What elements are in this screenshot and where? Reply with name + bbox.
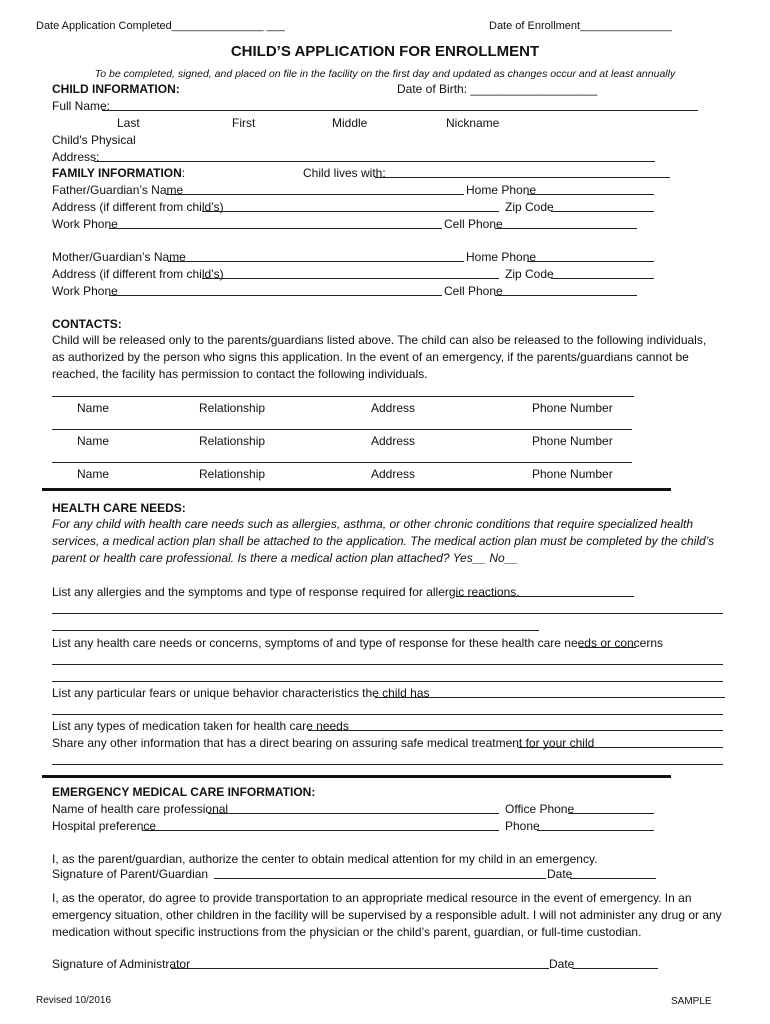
health-heading: HEALTH CARE NEEDS: xyxy=(52,501,186,515)
mother-cell-line[interactable] xyxy=(495,295,637,296)
father-work-line[interactable] xyxy=(109,228,442,229)
contact-1-relationship: Relationship xyxy=(199,401,266,415)
father-name-label: Father/Guardian’s Name xyxy=(52,183,184,197)
parent-date-label: Date xyxy=(547,867,573,881)
medication-line[interactable] xyxy=(308,730,723,731)
contact-2-address: Address xyxy=(371,434,416,448)
share-label: Share any other information that has a direct bearing on assuring safe medical treatment for your child xyxy=(52,736,595,750)
mother-home-phone-label: Home Phone xyxy=(466,250,537,264)
health-text: For any child with health care needs such as allergies, asthma, or other chronic conditions that require specialized health services, a medical action plan shall be attached to the application. The medical action plan must be completed by the child’s parent or health care professional. Is there a medical action plan attached? Yes__ No__ xyxy=(52,517,715,565)
concerns-label: List any health care needs or concerns, symptoms of and type of response for these health care needs or concerns xyxy=(52,636,664,650)
contact-1-phone: Phone Number xyxy=(532,401,613,415)
contact-3-address: Address xyxy=(371,467,416,481)
contact-3-phone: Phone Number xyxy=(532,467,613,481)
contact-3-relationship: Relationship xyxy=(199,467,266,481)
father-name-line[interactable] xyxy=(166,194,464,195)
section-divider xyxy=(42,488,671,491)
fears-label: List any particular fears or unique behavior characteristics the child has xyxy=(52,686,430,700)
mother-name-label: Mother/Guardian’s Name xyxy=(52,250,186,264)
contact-1-line[interactable] xyxy=(52,396,634,397)
family-info-heading xyxy=(52,166,185,180)
contact-1-name: Name xyxy=(77,401,110,415)
date-of-birth-field[interactable]: Date of Birth: ___________________ xyxy=(397,82,598,96)
contact-2-relationship: Relationship xyxy=(199,434,266,448)
full-name-label: Full Name: xyxy=(52,99,111,113)
mother-zip-line[interactable] xyxy=(551,278,654,279)
date-enrollment-label: Date of Enrollment_______________ xyxy=(489,20,672,32)
concerns-line-2[interactable] xyxy=(52,664,723,665)
mother-address-label: Address (if different from child’s) xyxy=(52,267,224,281)
section-divider-2 xyxy=(42,775,671,778)
medication-label: List any types of medication taken for health care needs xyxy=(52,719,349,733)
page-title: CHILD’S APPLICATION FOR ENROLLMENT xyxy=(230,43,540,60)
parent-signature-line[interactable] xyxy=(214,878,546,879)
admin-signature-line[interactable] xyxy=(171,968,549,969)
mother-zip-label: Zip Code xyxy=(505,267,554,281)
share-line-1[interactable] xyxy=(518,747,723,748)
fears-line-2[interactable] xyxy=(52,714,723,715)
contact-3-line[interactable] xyxy=(52,462,632,463)
office-phone-line[interactable] xyxy=(568,813,654,814)
name-part-middle: Middle xyxy=(332,116,368,130)
allergies-line-1[interactable] xyxy=(456,596,634,597)
contacts-heading: CONTACTS: xyxy=(52,317,122,331)
address-label: Address: xyxy=(52,150,100,164)
father-home-phone-line[interactable] xyxy=(527,194,654,195)
phone-line[interactable] xyxy=(537,830,654,831)
mother-address-line[interactable] xyxy=(202,278,499,279)
contact-2-name: Name xyxy=(77,434,110,448)
mother-home-phone-line[interactable] xyxy=(527,261,654,262)
revised-label: Revised 10/2016 xyxy=(36,995,112,1006)
lives-with-line[interactable] xyxy=(375,177,670,178)
admin-date-label: Date xyxy=(549,957,575,971)
lives-with-label: Child lives with: xyxy=(303,166,386,180)
phone-label: Phone xyxy=(505,819,540,833)
parent-date-line[interactable] xyxy=(570,878,656,879)
father-address-label: Address (if different from child’s) xyxy=(52,200,224,214)
allergies-label: List any allergies and the symptoms and type of response required for allergic reactions. xyxy=(52,585,520,599)
father-address-line[interactable] xyxy=(202,211,499,212)
family-info-heading-colon: : xyxy=(181,166,186,180)
contacts-text: Child will be released only to the parents/guardians listed above. The child can also be released to the following individuals, as authorized by the person who signs this application. In the event of an emergency, if the parents/guardians cannot be reached, the facility has permission to contact the following individuals. xyxy=(52,333,707,381)
mother-cell-label: Cell Phone xyxy=(444,284,503,298)
contact-3-name: Name xyxy=(77,467,110,481)
mother-work-label: Work Phone xyxy=(52,284,118,298)
family-info-heading-text: FAMILY INFORMATION xyxy=(52,166,182,180)
page-subtitle: To be completed, signed, and placed on file in the facility on the first day and updated as changes occur and at least annually xyxy=(94,68,676,80)
authorize-text: I, as the parent/guardian, authorize the center to obtain medical attention for my child in an emergency. xyxy=(52,852,598,866)
emergency-heading: EMERGENCY MEDICAL CARE INFORMATION: xyxy=(52,785,316,799)
father-home-phone-label: Home Phone xyxy=(466,183,537,197)
admin-date-line[interactable] xyxy=(572,968,658,969)
name-part-last: Last xyxy=(117,116,140,130)
father-work-label: Work Phone xyxy=(52,217,118,231)
hospital-line[interactable] xyxy=(142,830,499,831)
professional-line[interactable] xyxy=(208,813,499,814)
contact-2-line[interactable] xyxy=(52,429,632,430)
share-line-2[interactable] xyxy=(52,764,723,765)
mother-work-line[interactable] xyxy=(109,295,442,296)
professional-label: Name of health care professional xyxy=(52,802,229,816)
contact-2-phone: Phone Number xyxy=(532,434,613,448)
concerns-line-1[interactable] xyxy=(579,647,636,648)
sample-label: SAMPLE xyxy=(671,996,712,1007)
name-part-first: First xyxy=(232,116,256,130)
fears-line-1[interactable] xyxy=(375,697,725,698)
admin-signature-label: Signature of Administrator xyxy=(52,957,191,971)
office-phone-label: Office Phone xyxy=(505,802,575,816)
address-line[interactable] xyxy=(94,161,655,162)
operator-text: I, as the operator, do agree to provide transportation to an appropriate medical resource in the event of emergency. In an emergency situation, other children in the facility will be supervised by a responsible adult. I will not administer any drug or any medication without specific instructions from the physician or the child’s parent, guardian, or full-time custodian. xyxy=(52,891,722,939)
hospital-label: Hospital preference xyxy=(52,819,157,833)
father-zip-label: Zip Code xyxy=(505,200,554,214)
full-name-line[interactable] xyxy=(102,110,698,111)
date-completed-label: Date Application Completed_______________ ___ xyxy=(36,20,285,32)
mother-name-line[interactable] xyxy=(168,261,464,262)
contact-1-address: Address xyxy=(371,401,416,415)
father-zip-line[interactable] xyxy=(551,211,654,212)
concerns-line-3[interactable] xyxy=(52,681,723,682)
allergies-line-3[interactable] xyxy=(52,630,539,631)
father-cell-label: Cell Phone xyxy=(444,217,503,231)
father-cell-line[interactable] xyxy=(495,228,637,229)
name-part-nickname: Nickname xyxy=(446,116,500,130)
allergies-line-2[interactable] xyxy=(52,613,723,614)
child-info-heading: CHILD INFORMATION: xyxy=(52,82,180,96)
childs-physical-label: Child's Physical xyxy=(52,133,136,147)
parent-signature-label: Signature of Parent/Guardian xyxy=(52,867,209,881)
